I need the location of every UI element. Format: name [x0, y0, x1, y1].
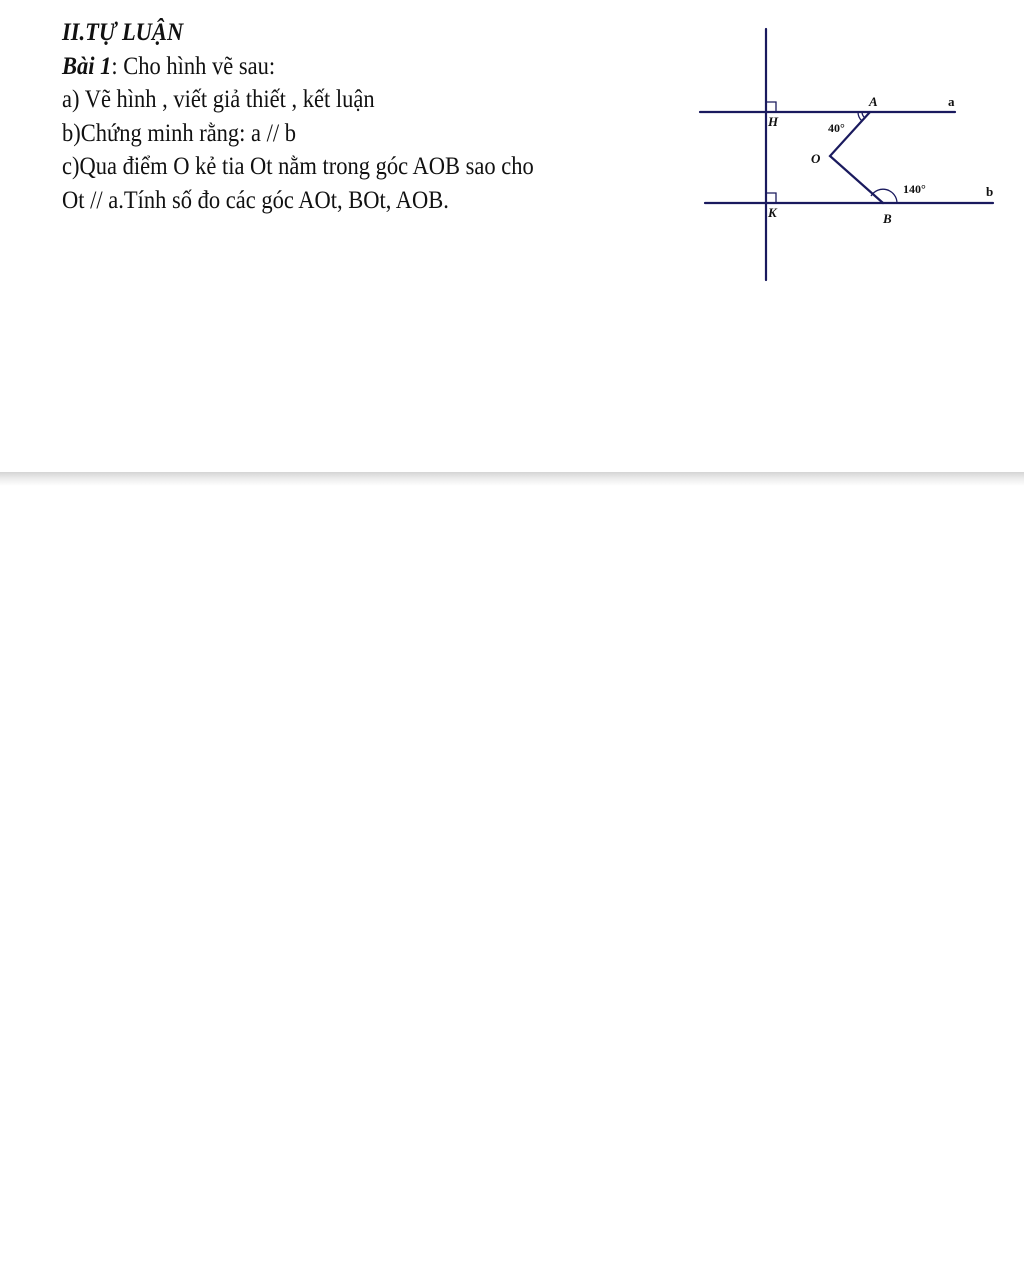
angle-arc-A-1 — [858, 112, 862, 121]
geometry-diagram — [690, 20, 1000, 290]
question-c: c)Qua điểm O kẻ tia Ot nằm trong góc AOB sao cho — [62, 153, 534, 180]
exercise-intro: : Cho hình vẽ sau: — [111, 52, 276, 80]
geometry-figure — [690, 20, 1000, 290]
label-A: A — [869, 94, 878, 109]
label-K: K — [768, 205, 777, 220]
label-O: O — [811, 151, 821, 166]
label-angle-A: 40° — [828, 121, 845, 135]
label-H: H — [768, 114, 779, 129]
label-b: b — [986, 184, 994, 199]
label-B: B — [883, 211, 892, 226]
page-divider — [0, 472, 1024, 486]
exercise-text — [62, 16, 602, 217]
question-c-continued: Ot // a.Tính số đo các góc AOt, BOt, AOB. — [62, 186, 449, 214]
section-title: II.TỰ LUẬN — [62, 19, 184, 46]
exercise-label: Bài 1 — [62, 52, 112, 80]
question-b: b)Chứng minh rằng: a // b — [62, 119, 297, 147]
label-angle-B: 140° — [903, 182, 926, 196]
right-angle-mark-H — [766, 102, 776, 112]
page-bottom — [0, 486, 1024, 1280]
page-top — [0, 0, 1024, 472]
question-a: a) Vẽ hình , viết giả thiết , kết luận — [62, 86, 375, 113]
label-a: a — [948, 94, 955, 109]
right-angle-mark-K — [766, 193, 776, 203]
exercise-heading — [62, 50, 602, 84]
